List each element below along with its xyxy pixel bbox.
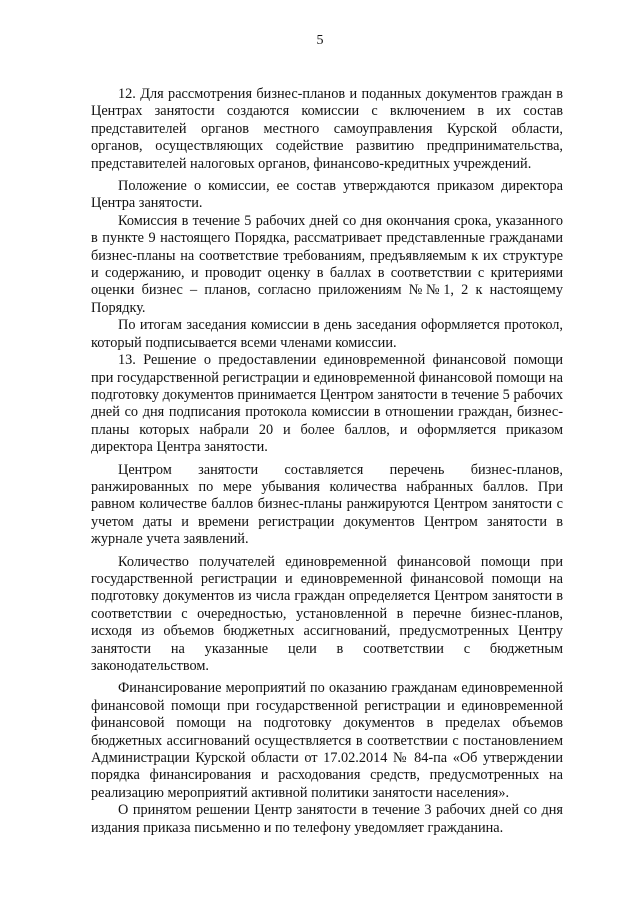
paragraph-commission-review: Комиссия в течение 5 рабочих дней со дня окончания срока, указанного в пункте 9 настоящего Порядка, рассматривает представленные гражданами бизнес-планы на соответствие требованиям, предъявляемым к их структуре и содержанию, и проводит оценку в баллах в соответствии с критериями оценки бизнес – планов, согласно приложениям №№1, 2 к настоящему Порядку. xyxy=(91,212,563,316)
paragraph-financing: Финансирование мероприятий по оказанию гражданам единовременной финансовой помощи при государственной регистрации и единовременной финансовой помощи на подготовку документов в пределах объемов бюджетных ассигнований осуществляется в соответствии с постановлением Администрации Курской области от 17.02.2014 № 84-па «Об утверждении порядка финансирования и расходования средств, предусмотренных на реализацию мероприятий активной политики занятости населения». xyxy=(91,680,563,801)
document-body xyxy=(91,86,563,837)
paragraph-recipients-count: Количество получателей единовременной финансовой помощи при государственной регистрации и единовременной финансовой помощи на подготовку документов из числа граждан определяется Центром занятости в соответствии с очередностью, установленной в перечне бизнес-планов, исходя из объемов бюджетных ассигнований, предусмотренных Центру занятости на указанные цели в соответствии с бюджетным законодательством. xyxy=(91,553,563,674)
paragraph-item-13: 13. Решение о предоставлении единовременной финансовой помощи при государственной регистрации и единовременной финансовой помощи на подготовку документов принимается Центром занятости в течение 5 рабочих дней со дня подписания протокола комиссии в отношении граждан, бизнес-планы которых набрали 20 и более баллов, и оформляется приказом директора Центра занятости. xyxy=(91,352,563,456)
paragraph-notification: О принятом решении Центр занятости в течение 3 рабочих дней со дня издания приказа письменно и по телефону уведомляет гражданина. xyxy=(91,802,563,836)
paragraph-commission-regulation: Положение о комиссии, ее состав утверждаются приказом директора Центра занятости. xyxy=(91,178,563,212)
paragraph-ranking: Центром занятости составляется перечень бизнес-планов, ранжированных по мере убывания количества набранных баллов. При равном количестве баллов бизнес-планы ранжируются Центром занятости с учетом даты и времени регистрации документов Центром занятости в журнале учета заявлений. xyxy=(91,461,563,548)
paragraph-item-12: 12. Для рассмотрения бизнес-планов и поданных документов граждан в Центрах занятости создаются комиссии с включением в их состав представителей органов местного самоуправления Курской области, органов, осуществляющих содействие развитию предпринимательства, представителей налоговых органов, финансово-кредитных учреждений. xyxy=(91,86,563,172)
page-number: 5 xyxy=(316,33,324,48)
paragraph-protocol: По итогам заседания комиссии в день заседания оформляется протокол, который подписывается всеми членами комиссии. xyxy=(91,317,563,351)
